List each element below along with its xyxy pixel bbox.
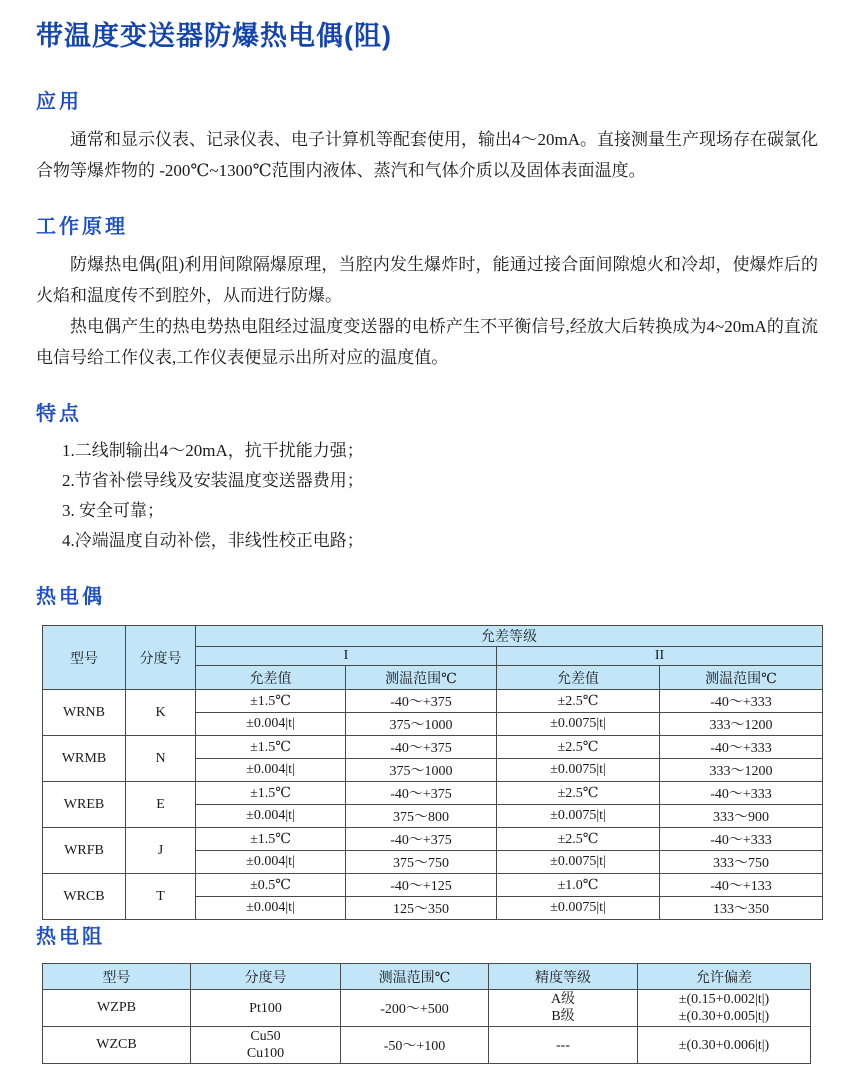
cell-model: WZCB: [43, 1027, 191, 1064]
cell-model: WRFB: [43, 828, 126, 874]
section-application: [36, 85, 822, 186]
cell-tolerance-value: ±2.5℃: [497, 690, 660, 713]
feature-item: 1.二线制输出4～20mA，抗干扰能力强；: [62, 441, 364, 460]
cell-model: WRMB: [43, 736, 126, 782]
cell-tolerance-value: ±2.5℃: [497, 828, 660, 851]
header-class-ii: II: [497, 647, 823, 666]
header-temp-range-ii: 测温范围℃: [660, 666, 823, 690]
table-row: [43, 874, 823, 897]
cell-temp-range: 375～750: [346, 851, 497, 874]
header-graduation: 分度号: [191, 964, 341, 990]
header-tolerance-value-i: 允差值: [196, 666, 346, 690]
cell-line: A级: [550, 992, 576, 1007]
cell-temp-range: 333～750: [660, 851, 823, 874]
header-allowed-deviation: 允许偏差: [638, 964, 811, 990]
cell-accuracy: [489, 990, 638, 1027]
page-title: 带温度变送器防爆热电偶(阻): [36, 21, 392, 51]
cell-temp-range: 333～900: [660, 805, 823, 828]
cell-temp-range: -50～+100: [341, 1027, 489, 1064]
cell-tolerance-value: ±0.0075|t|: [497, 805, 660, 828]
cell-tolerance-value: ±1.5℃: [196, 736, 346, 759]
cell-model: WRCB: [43, 874, 126, 920]
table-row: [43, 690, 823, 713]
cell-graduation: K: [126, 690, 196, 736]
table-header-row: [43, 626, 823, 647]
application-paragraph: 通常和显示仪表、记录仪表、电子计算机等配套使用，输出4～20mA。直接测量生产现场存在碳氯化合物等爆炸物的 -200℃~1300℃范围内液体、蒸汽和气体介质以及固体表面温度。: [36, 130, 818, 180]
cell-line: ±(0.30+0.005|t|): [678, 1009, 770, 1024]
feature-item: 2.节省补偿导线及安装温度变送器费用；: [62, 471, 364, 490]
principle-paragraph-1: 防爆热电偶(阻)利用间隙隔爆原理，当腔内发生爆炸时，能通过接合面间隙熄火和冷却，使爆炸后的火焰和温度传不到腔外，从而进行防爆。: [36, 255, 818, 305]
cell-line: ±(0.30+0.006|t|): [678, 1037, 770, 1053]
cell-tolerance-value: ±0.004|t|: [196, 897, 346, 920]
cell-model: WRNB: [43, 690, 126, 736]
feature-list: [36, 436, 822, 556]
thermocouple-table: [42, 625, 823, 920]
cell-temp-range: 375～800: [346, 805, 497, 828]
cell-deviation: [638, 1027, 811, 1064]
cell-temp-range: -40～+375: [346, 828, 497, 851]
table-header-row: [43, 964, 811, 990]
cell-accuracy: [489, 1027, 638, 1064]
cell-line: Pt100: [249, 1000, 282, 1016]
cell-graduation: N: [126, 736, 196, 782]
table-row: [43, 828, 823, 851]
feature-item: 3. 安全可靠；: [62, 501, 164, 520]
cell-tolerance-value: ±0.004|t|: [196, 713, 346, 736]
cell-tolerance-value: ±0.0075|t|: [497, 759, 660, 782]
cell-temp-range: -40～+375: [346, 690, 497, 713]
cell-deviation: [638, 990, 811, 1027]
cell-tolerance-value: ±1.5℃: [196, 690, 346, 713]
cell-temp-range: -40～+333: [660, 828, 823, 851]
cell-temp-range: 333～1200: [660, 759, 823, 782]
cell-temp-range: -40～+333: [660, 782, 823, 805]
table-row: [43, 736, 823, 759]
header-class-i: I: [196, 647, 497, 666]
cell-tolerance-value: ±1.5℃: [196, 828, 346, 851]
cell-line: B级: [551, 1009, 575, 1024]
thermocouple-heading: 热电偶: [36, 586, 105, 608]
features-heading: 特点: [36, 403, 82, 425]
cell-tolerance-value: ±1.0℃: [497, 874, 660, 897]
section-principle: [36, 210, 822, 373]
header-accuracy-class: 精度等级: [489, 964, 638, 990]
header-model: 型号: [43, 964, 191, 990]
header-tolerance-value-ii: 允差值: [497, 666, 660, 690]
cell-temp-range: 375～1000: [346, 759, 497, 782]
cell-line: Cu50: [250, 1029, 281, 1044]
cell-graduation: T: [126, 874, 196, 920]
cell-temp-range: 133～350: [660, 897, 823, 920]
cell-graduation: [191, 1027, 341, 1064]
cell-line: Cu100: [246, 1046, 285, 1061]
header-model: 型号: [43, 626, 126, 690]
cell-tolerance-value: ±0.0075|t|: [497, 851, 660, 874]
principle-heading: 工作原理: [36, 216, 128, 238]
cell-temp-range: -40～+133: [660, 874, 823, 897]
header-graduation: 分度号: [126, 626, 196, 690]
principle-paragraph-2: 热电偶产生的热电势热电阻经过温度变送器的电桥产生不平衡信号,经放大后转换成为4~20mA的直流电信号给工作仪表,工作仪表便显示出所对应的温度值。: [36, 317, 818, 367]
cell-graduation: [191, 990, 341, 1027]
cell-temp-range: -40～+333: [660, 736, 823, 759]
cell-tolerance-value: ±1.5℃: [196, 782, 346, 805]
cell-line: ±(0.15+0.002|t|): [678, 992, 770, 1007]
rtd-table: [42, 963, 811, 1064]
cell-tolerance-value: ±0.004|t|: [196, 851, 346, 874]
cell-tolerance-value: ±0.0075|t|: [497, 713, 660, 736]
header-temp-range: 测温范围℃: [341, 964, 489, 990]
cell-temp-range: -40～+375: [346, 782, 497, 805]
feature-item: 4.冷端温度自动补偿，非线性校正电路；: [62, 531, 364, 550]
table-row: [43, 990, 811, 1027]
cell-temp-range: -40～+125: [346, 874, 497, 897]
cell-tolerance-value: ±0.004|t|: [196, 805, 346, 828]
cell-model: WZPB: [43, 990, 191, 1027]
table-row: [43, 782, 823, 805]
cell-tolerance-value: ±2.5℃: [497, 782, 660, 805]
cell-temp-range: 375～1000: [346, 713, 497, 736]
header-tolerance-class: 允差等级: [196, 626, 823, 647]
cell-line: ---: [556, 1037, 570, 1053]
application-heading: 应用: [36, 91, 82, 113]
header-temp-range-i: 测温范围℃: [346, 666, 497, 690]
cell-tolerance-value: ±0.5℃: [196, 874, 346, 897]
cell-graduation: E: [126, 782, 196, 828]
cell-tolerance-value: ±0.004|t|: [196, 759, 346, 782]
cell-temp-range: 333～1200: [660, 713, 823, 736]
cell-temp-range: -40～+333: [660, 690, 823, 713]
cell-graduation: J: [126, 828, 196, 874]
section-features: [36, 397, 822, 556]
table-row: [43, 1027, 811, 1064]
rtd-heading: 热电阻: [36, 926, 105, 948]
cell-tolerance-value: ±2.5℃: [497, 736, 660, 759]
cell-tolerance-value: ±0.0075|t|: [497, 897, 660, 920]
cell-temp-range: 125～350: [346, 897, 497, 920]
cell-model: WREB: [43, 782, 126, 828]
cell-temp-range: -200～+500: [341, 990, 489, 1027]
cell-temp-range: -40～+375: [346, 736, 497, 759]
